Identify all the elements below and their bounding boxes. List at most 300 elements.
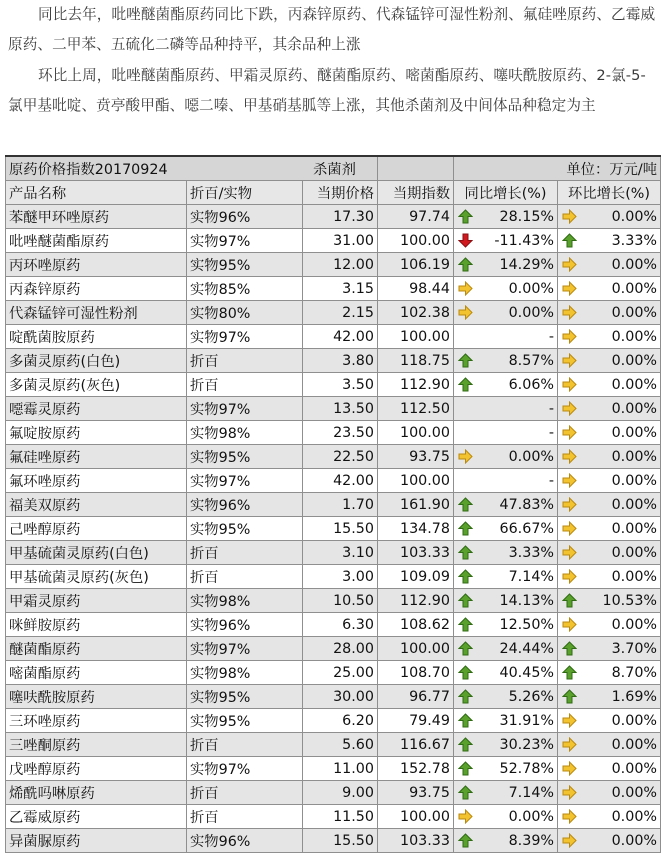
yoy-value: 0.00% (508, 808, 554, 825)
yoy-cell (454, 805, 558, 829)
table-row (6, 589, 661, 613)
table-title: 原药价格指数20170924 (6, 156, 378, 181)
arrow-right-icon (562, 713, 577, 728)
table-row (6, 205, 661, 229)
yoy-value: 14.13% (499, 592, 554, 609)
wow-value: 0.00% (611, 256, 657, 273)
wow-cell (558, 805, 661, 829)
table-row (6, 517, 661, 541)
product-spec: 实物96% (187, 205, 303, 229)
table-row (6, 397, 661, 421)
current-price: 9.00 (303, 781, 378, 805)
current-price: 3.10 (303, 541, 378, 565)
current-price: 15.50 (303, 517, 378, 541)
wow-cell (558, 709, 661, 733)
product-name: 咪鲜胺原药 (6, 613, 187, 637)
wow-value: 0.00% (611, 832, 657, 849)
wow-value: 0.00% (611, 400, 657, 417)
column-header-wow: 环比增长(%) (558, 181, 661, 205)
product-spec: 折百 (187, 565, 303, 589)
yoy-value: 14.29% (499, 256, 554, 273)
wow-cell (558, 829, 661, 853)
current-price: 25.00 (303, 661, 378, 685)
arrow-down-icon (458, 233, 473, 248)
yoy-cell (454, 541, 558, 565)
current-index: 100.00 (378, 421, 454, 445)
product-name: 己唑醇原药 (6, 517, 187, 541)
arrow-right-icon (562, 737, 577, 752)
yoy-cell (454, 205, 558, 229)
current-price: 15.50 (303, 829, 378, 853)
current-price: 3.15 (303, 277, 378, 301)
current-price: 3.80 (303, 349, 378, 373)
yoy-value: 7.14% (508, 784, 554, 801)
yoy-value: 40.45% (499, 664, 554, 681)
current-price: 2.15 (303, 301, 378, 325)
product-spec: 实物95% (187, 253, 303, 277)
wow-cell (558, 733, 661, 757)
current-index: 97.74 (378, 205, 454, 229)
table-row (6, 493, 661, 517)
product-name: 醚菌酯原药 (6, 637, 187, 661)
wow-cell (558, 493, 661, 517)
yoy-value: 47.83% (499, 496, 554, 513)
wow-cell (558, 565, 661, 589)
wow-cell (558, 253, 661, 277)
arrow-up-icon (458, 665, 473, 680)
wow-cell (558, 421, 661, 445)
yoy-cell (454, 277, 558, 301)
yoy-value: 3.33% (508, 544, 554, 561)
arrow-right-icon (562, 257, 577, 272)
product-spec: 实物96% (187, 829, 303, 853)
current-index: 93.75 (378, 445, 454, 469)
arrow-right-icon (562, 521, 577, 536)
current-index: 100.00 (378, 805, 454, 829)
table-row (6, 301, 661, 325)
arrow-up-icon (458, 689, 473, 704)
yoy-cell (454, 613, 558, 637)
product-name: 甲基硫菌灵原药(灰色) (6, 565, 187, 589)
arrow-up-icon (458, 593, 473, 608)
yoy-value: 8.57% (508, 352, 554, 369)
wow-cell (558, 589, 661, 613)
current-price: 3.00 (303, 565, 378, 589)
yoy-value: 24.44% (499, 640, 554, 657)
table-title-row (6, 156, 661, 181)
table-row (6, 349, 661, 373)
table-row (6, 685, 661, 709)
yoy-cell (454, 253, 558, 277)
arrow-up-icon (458, 545, 473, 560)
current-price: 30.00 (303, 685, 378, 709)
yoy-cell (454, 589, 558, 613)
product-spec: 折百 (187, 349, 303, 373)
product-name: 烯酰吗啉原药 (6, 781, 187, 805)
product-spec: 实物98% (187, 661, 303, 685)
yoy-value: - (548, 472, 554, 489)
current-index: 103.33 (378, 541, 454, 565)
yoy-cell (454, 469, 558, 493)
product-name: 氟硅唑原药 (6, 445, 187, 469)
wow-value: 0.00% (611, 328, 657, 345)
arrow-right-icon (458, 281, 473, 296)
product-spec: 实物97% (187, 229, 303, 253)
wow-cell (558, 781, 661, 805)
current-index: 112.50 (378, 397, 454, 421)
arrow-right-icon (458, 809, 473, 824)
arrow-up-icon (458, 497, 473, 512)
product-name: 三唑酮原药 (6, 733, 187, 757)
wow-cell (558, 541, 661, 565)
product-name: 乙霉威原药 (6, 805, 187, 829)
wow-cell (558, 445, 661, 469)
product-name: 异菌脲原药 (6, 829, 187, 853)
arrow-up-icon (562, 689, 577, 704)
wow-cell (558, 517, 661, 541)
wow-value: 0.00% (611, 736, 657, 753)
yoy-value: 31.91% (499, 712, 554, 729)
arrow-up-icon (458, 353, 473, 368)
wow-cell (558, 229, 661, 253)
wow-value: 0.00% (611, 376, 657, 393)
yoy-cell (454, 229, 558, 253)
yoy-value: -11.43% (494, 232, 554, 249)
arrow-right-icon (562, 305, 577, 320)
table-row (6, 541, 661, 565)
current-price: 5.60 (303, 733, 378, 757)
arrow-up-icon (458, 713, 473, 728)
table-unit: 单位：万元/吨 (454, 156, 661, 181)
table-row (6, 445, 661, 469)
column-header-spec: 折百/实物 (187, 181, 303, 205)
product-name: 苯醚甲环唑原药 (6, 205, 187, 229)
arrow-right-icon (458, 305, 473, 320)
current-price: 3.50 (303, 373, 378, 397)
current-index: 108.70 (378, 661, 454, 685)
wow-cell (558, 277, 661, 301)
current-price: 31.00 (303, 229, 378, 253)
arrow-up-icon (458, 257, 473, 272)
arrow-up-icon (458, 641, 473, 656)
arrow-up-icon (562, 233, 577, 248)
current-index: 100.00 (378, 637, 454, 661)
product-name: 代森锰锌可湿性粉剂 (6, 301, 187, 325)
product-spec: 实物80% (187, 301, 303, 325)
category-label: 杀菌剂 (313, 162, 356, 178)
product-name: 啶酰菌胺原药 (6, 325, 187, 349)
product-name: 氟环唑原药 (6, 469, 187, 493)
arrow-right-icon (562, 809, 577, 824)
product-name: 氟啶胺原药 (6, 421, 187, 445)
arrow-up-icon (458, 737, 473, 752)
wow-cell (558, 613, 661, 637)
wow-value: 3.70% (611, 640, 657, 657)
wow-cell (558, 397, 661, 421)
yoy-cell (454, 445, 558, 469)
yoy-cell (454, 709, 558, 733)
yoy-cell (454, 829, 558, 853)
product-spec: 折百 (187, 373, 303, 397)
table-row (6, 469, 661, 493)
wow-value: 0.00% (611, 760, 657, 777)
product-spec: 实物97% (187, 469, 303, 493)
column-header-index: 当期指数 (378, 181, 454, 205)
yoy-value: 8.39% (508, 832, 554, 849)
column-header-name: 产品名称 (6, 181, 187, 205)
current-price: 42.00 (303, 469, 378, 493)
yoy-value: 28.15% (499, 208, 554, 225)
yoy-cell (454, 733, 558, 757)
yoy-cell (454, 397, 558, 421)
product-name: 噻呋酰胺原药 (6, 685, 187, 709)
product-spec: 实物95% (187, 517, 303, 541)
arrow-up-icon (562, 593, 577, 608)
current-price: 11.00 (303, 757, 378, 781)
table-row (6, 709, 661, 733)
wow-value: 0.00% (611, 304, 657, 321)
table-row (6, 421, 661, 445)
arrow-right-icon (562, 401, 577, 416)
current-price: 42.00 (303, 325, 378, 349)
yoy-cell (454, 421, 558, 445)
yoy-value: 6.06% (508, 376, 554, 393)
wow-cell (558, 661, 661, 685)
current-price: 12.00 (303, 253, 378, 277)
arrow-up-icon (562, 665, 577, 680)
yoy-cell (454, 637, 558, 661)
current-index: 96.77 (378, 685, 454, 709)
arrow-right-icon (562, 617, 577, 632)
wow-cell (558, 301, 661, 325)
wow-value: 0.00% (611, 808, 657, 825)
yoy-cell (454, 565, 558, 589)
product-name: 丙环唑原药 (6, 253, 187, 277)
wow-value: 0.00% (611, 712, 657, 729)
current-index: 98.44 (378, 277, 454, 301)
arrow-up-icon (458, 785, 473, 800)
product-spec: 实物95% (187, 685, 303, 709)
wow-value: 0.00% (611, 544, 657, 561)
wow-value: 0.00% (611, 424, 657, 441)
current-index: 112.90 (378, 589, 454, 613)
current-price: 23.50 (303, 421, 378, 445)
wow-value: 0.00% (611, 208, 657, 225)
table-row (6, 661, 661, 685)
yoy-value: 30.23% (499, 736, 554, 753)
yoy-cell (454, 517, 558, 541)
table-row (6, 613, 661, 637)
product-name: 福美双原药 (6, 493, 187, 517)
product-name: 多菌灵原药(白色) (6, 349, 187, 373)
current-index: 161.90 (378, 493, 454, 517)
product-spec: 实物97% (187, 397, 303, 421)
yoy-value: - (548, 328, 554, 345)
yoy-cell (454, 757, 558, 781)
intro-paragraph-wow: 环比上周，吡唑醚菌酯原药、甲霜灵原药、醚菌酯原药、嘧菌酯原药、噻呋酰胺原药、2-氯-5-氯甲基吡啶、贲亭酸甲酯、噁二嗪、甲基硝基胍等上涨，其他杀菌剂及中间体品种稳定为主 (8, 67, 646, 114)
product-name: 嘧菌酯原药 (6, 661, 187, 685)
current-index: 100.00 (378, 325, 454, 349)
yoy-cell (454, 661, 558, 685)
current-price: 1.70 (303, 493, 378, 517)
wow-cell (558, 757, 661, 781)
current-price: 28.00 (303, 637, 378, 661)
current-index: 109.09 (378, 565, 454, 589)
current-index: 102.38 (378, 301, 454, 325)
arrow-right-icon (562, 545, 577, 560)
wow-cell (558, 469, 661, 493)
arrow-up-icon (458, 617, 473, 632)
arrow-right-icon (562, 449, 577, 464)
arrow-right-icon (562, 473, 577, 488)
yoy-value: 7.14% (508, 568, 554, 585)
arrow-up-icon (458, 209, 473, 224)
wow-cell (558, 685, 661, 709)
current-price: 22.50 (303, 445, 378, 469)
wow-value: 0.00% (611, 568, 657, 585)
wow-cell (558, 205, 661, 229)
current-index: 93.75 (378, 781, 454, 805)
wow-value: 1.69% (611, 688, 657, 705)
table-row (6, 277, 661, 301)
table-row (6, 733, 661, 757)
wow-value: 0.00% (611, 496, 657, 513)
yoy-cell (454, 373, 558, 397)
wow-cell (558, 349, 661, 373)
arrow-right-icon (562, 833, 577, 848)
current-price: 11.50 (303, 805, 378, 829)
current-index: 112.90 (378, 373, 454, 397)
arrow-right-icon (562, 497, 577, 512)
current-index: 118.75 (378, 349, 454, 373)
arrow-right-icon (562, 209, 577, 224)
current-index: 106.19 (378, 253, 454, 277)
table-row (6, 637, 661, 661)
current-index: 79.49 (378, 709, 454, 733)
wow-value: 0.00% (611, 352, 657, 369)
wow-value: 0.00% (611, 616, 657, 633)
wow-value: 0.00% (611, 280, 657, 297)
column-header-price: 当期价格 (303, 181, 378, 205)
arrow-right-icon (562, 761, 577, 776)
wow-value: 3.33% (611, 232, 657, 249)
arrow-up-icon (562, 641, 577, 656)
table-row (6, 325, 661, 349)
arrow-right-icon (562, 281, 577, 296)
table-row (6, 829, 661, 853)
yoy-cell (454, 325, 558, 349)
price-index-table (5, 155, 661, 853)
wow-cell (558, 373, 661, 397)
current-index: 152.78 (378, 757, 454, 781)
current-price: 17.30 (303, 205, 378, 229)
table-header-row (6, 181, 661, 205)
arrow-right-icon (562, 329, 577, 344)
arrow-up-icon (458, 761, 473, 776)
product-name: 三环唑原药 (6, 709, 187, 733)
product-name: 丙森锌原药 (6, 277, 187, 301)
product-spec: 折百 (187, 541, 303, 565)
current-price: 6.30 (303, 613, 378, 637)
table-row (6, 253, 661, 277)
product-spec: 折百 (187, 781, 303, 805)
wow-value: 0.00% (611, 448, 657, 465)
product-spec: 实物97% (187, 757, 303, 781)
arrow-right-icon (562, 353, 577, 368)
arrow-right-icon (562, 785, 577, 800)
table-row (6, 805, 661, 829)
product-spec: 实物96% (187, 613, 303, 637)
wow-value: 0.00% (611, 784, 657, 801)
yoy-cell (454, 493, 558, 517)
table-row (6, 229, 661, 253)
product-name: 吡唑醚菌酯原药 (6, 229, 187, 253)
product-spec: 实物98% (187, 589, 303, 613)
wow-cell (558, 637, 661, 661)
yoy-value: 0.00% (508, 304, 554, 321)
yoy-value: 12.50% (499, 616, 554, 633)
table-category (313, 156, 454, 181)
yoy-cell (454, 301, 558, 325)
product-spec: 实物96% (187, 493, 303, 517)
wow-value: 0.00% (611, 472, 657, 489)
product-name: 多菌灵原药(灰色) (6, 373, 187, 397)
current-index: 103.33 (378, 829, 454, 853)
arrow-up-icon (458, 377, 473, 392)
arrow-right-icon (562, 569, 577, 584)
yoy-value: 0.00% (508, 448, 554, 465)
column-header-yoy: 同比增长(%) (454, 181, 558, 205)
current-price: 10.50 (303, 589, 378, 613)
product-name: 甲基硫菌灵原药(白色) (6, 541, 187, 565)
yoy-value: 0.00% (508, 280, 554, 297)
yoy-value: 66.67% (499, 520, 554, 537)
product-spec: 实物95% (187, 445, 303, 469)
arrow-up-icon (458, 833, 473, 848)
table-row (6, 757, 661, 781)
current-index: 134.78 (378, 517, 454, 541)
product-spec: 折百 (187, 805, 303, 829)
current-index: 100.00 (378, 469, 454, 493)
product-spec: 实物85% (187, 277, 303, 301)
yoy-value: 5.26% (508, 688, 554, 705)
product-spec: 实物97% (187, 637, 303, 661)
table-row (6, 781, 661, 805)
product-name: 噁霉灵原药 (6, 397, 187, 421)
yoy-cell (454, 349, 558, 373)
yoy-cell (454, 781, 558, 805)
arrow-right-icon (562, 425, 577, 440)
yoy-value: - (548, 424, 554, 441)
current-price: 13.50 (303, 397, 378, 421)
wow-value: 10.53% (602, 592, 657, 609)
current-price: 6.20 (303, 709, 378, 733)
arrow-right-icon (562, 377, 577, 392)
current-index: 116.67 (378, 733, 454, 757)
product-spec: 折百 (187, 733, 303, 757)
product-name: 戊唑醇原药 (6, 757, 187, 781)
wow-cell (558, 325, 661, 349)
yoy-value: - (548, 400, 554, 417)
arrow-right-icon (458, 449, 473, 464)
wow-value: 8.70% (611, 664, 657, 681)
arrow-up-icon (458, 521, 473, 536)
product-spec: 实物97% (187, 325, 303, 349)
current-index: 100.00 (378, 229, 454, 253)
current-index: 108.62 (378, 613, 454, 637)
table-row (6, 373, 661, 397)
arrow-up-icon (458, 569, 473, 584)
